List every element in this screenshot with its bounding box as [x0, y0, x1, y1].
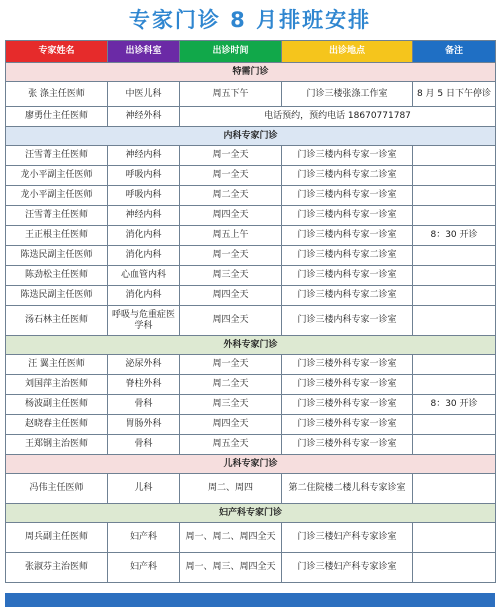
cell-dept: 骨科	[108, 395, 180, 415]
cell-place: 门诊三楼内科专家一诊室	[282, 306, 413, 336]
table-row	[6, 435, 496, 455]
cell-place: 门诊三楼内科专家一诊室	[282, 226, 413, 246]
cell-time: 周五下午	[180, 82, 282, 107]
cell-dept: 呼吸与危重症医学科	[108, 306, 180, 336]
cell-place: 门诊三楼内科专家一诊室	[282, 206, 413, 226]
cell-time: 周一全天	[180, 355, 282, 375]
cell-name: 张淑芬主治医师	[6, 553, 108, 583]
cell-dept: 神经内科	[108, 206, 180, 226]
cell-note: 8：30 开诊	[413, 395, 496, 415]
cell-note	[413, 415, 496, 435]
cell-name: 廖勇仕主任医师	[6, 107, 108, 127]
cell-note	[413, 435, 496, 455]
cell-place: 门诊三楼内科专家一诊室	[282, 186, 413, 206]
cell-note	[413, 474, 496, 504]
cell-name: 汪雪菁主任医师	[6, 146, 108, 166]
cell-time: 周五上午	[180, 226, 282, 246]
cell-place: 门诊三楼妇产科专家诊室	[282, 523, 413, 553]
cell-note	[413, 523, 496, 553]
cell-name: 赵晓春主任医师	[6, 415, 108, 435]
cell-note	[413, 553, 496, 583]
cell-time: 周四全天	[180, 286, 282, 306]
cell-time: 周三全天	[180, 266, 282, 286]
cell-note	[413, 375, 496, 395]
table-row	[6, 146, 496, 166]
cell-time: 周二全天	[180, 375, 282, 395]
cell-time: 周三全天	[180, 395, 282, 415]
cell-place: 门诊三楼外科专家一诊室	[282, 435, 413, 455]
cell-dept: 脊柱外科	[108, 375, 180, 395]
cell-place: 门诊三楼内科专家二诊室	[282, 246, 413, 266]
cell-note	[413, 166, 496, 186]
table-row	[6, 395, 496, 415]
table-row	[6, 523, 496, 553]
table-row	[6, 474, 496, 504]
cell-note	[413, 266, 496, 286]
section-header	[6, 63, 496, 82]
cell-time: 周一全天	[180, 146, 282, 166]
cell-dept: 呼吸内科	[108, 186, 180, 206]
cell-name: 杨波副主任医师	[6, 395, 108, 415]
table-row	[6, 355, 496, 375]
cell-name: 陈劲松主任医师	[6, 266, 108, 286]
cell-dept: 呼吸内科	[108, 166, 180, 186]
schedule-table	[5, 40, 496, 583]
cell-name: 陈迭民副主任医师	[6, 246, 108, 266]
cell-name: 王正根主任医师	[6, 226, 108, 246]
table-row	[6, 246, 496, 266]
section-title: 儿科专家门诊	[6, 455, 496, 474]
section-header	[6, 127, 496, 146]
cell-note	[413, 355, 496, 375]
section-title: 妇产科专家门诊	[6, 504, 496, 523]
header-dept: 出诊科室	[108, 41, 180, 63]
cell-note	[413, 186, 496, 206]
cell-place: 门诊三楼外科专家一诊室	[282, 375, 413, 395]
table-row	[6, 206, 496, 226]
cell-time: 周一全天	[180, 246, 282, 266]
cell-name: 王郑钢主治医师	[6, 435, 108, 455]
cell-note	[413, 286, 496, 306]
cell-name: 汪 翼主任医师	[6, 355, 108, 375]
cell-dept: 胃肠外科	[108, 415, 180, 435]
cell-place: 第二住院楼二楼儿科专家诊室	[282, 474, 413, 504]
section-header	[6, 455, 496, 474]
cell-dept: 泌尿外科	[108, 355, 180, 375]
cell-place: 门诊三楼妇产科专家诊室	[282, 553, 413, 583]
table-row	[6, 107, 496, 127]
cell-place: 门诊三楼外科专家一诊室	[282, 415, 413, 435]
header-row	[6, 41, 496, 63]
table-row	[6, 306, 496, 336]
cell-merged-note: 电话预约，预约电话 18670771787	[180, 107, 496, 127]
table-row	[6, 266, 496, 286]
table-row	[6, 286, 496, 306]
table-row	[6, 226, 496, 246]
cell-place: 门诊三楼外科专家一诊室	[282, 355, 413, 375]
cell-note	[413, 146, 496, 166]
cell-place: 门诊三楼张涤工作室	[282, 82, 413, 107]
section-title: 内科专家门诊	[6, 127, 496, 146]
cell-note	[413, 206, 496, 226]
cell-name: 陈迭民副主任医师	[6, 286, 108, 306]
cell-dept: 妇产科	[108, 523, 180, 553]
bottom-bar	[5, 593, 495, 607]
cell-note	[413, 306, 496, 336]
cell-dept: 消化内科	[108, 286, 180, 306]
header-note: 备注	[413, 41, 496, 63]
cell-dept: 消化内科	[108, 246, 180, 266]
section-title: 外科专家门诊	[6, 336, 496, 355]
cell-place: 门诊三楼外科专家一诊室	[282, 395, 413, 415]
cell-note: 8：30 开诊	[413, 226, 496, 246]
cell-time: 周一全天	[180, 166, 282, 186]
table-row	[6, 186, 496, 206]
cell-dept: 儿科	[108, 474, 180, 504]
cell-time: 周四全天	[180, 415, 282, 435]
table-row	[6, 553, 496, 583]
cell-time: 周一、周二、周四全天	[180, 523, 282, 553]
cell-dept: 骨科	[108, 435, 180, 455]
cell-note	[413, 246, 496, 266]
table-row	[6, 415, 496, 435]
cell-name: 龙小平副主任医师	[6, 186, 108, 206]
cell-time: 周五全天	[180, 435, 282, 455]
cell-time: 周二、周四	[180, 474, 282, 504]
header-time: 出诊时间	[180, 41, 282, 63]
section-header	[6, 336, 496, 355]
section-header	[6, 504, 496, 523]
cell-note: 8 月 5 日下午停诊	[413, 82, 496, 107]
section-title: 特需门诊	[6, 63, 496, 82]
header-name: 专家姓名	[6, 41, 108, 63]
cell-name: 周兵副主任医师	[6, 523, 108, 553]
cell-name: 汤石林主任医师	[6, 306, 108, 336]
page-title: 专家门诊 8 月排班安排	[128, 8, 372, 32]
cell-time: 周四全天	[180, 206, 282, 226]
cell-dept: 妇产科	[108, 553, 180, 583]
cell-dept: 消化内科	[108, 226, 180, 246]
cell-dept: 心血管内科	[108, 266, 180, 286]
cell-name: 龙小平副主任医师	[6, 166, 108, 186]
cell-place: 门诊三楼内科专家一诊室	[282, 146, 413, 166]
cell-dept: 神经外科	[108, 107, 180, 127]
table-row	[6, 82, 496, 107]
cell-place: 门诊三楼内科专家二诊室	[282, 166, 413, 186]
cell-dept: 神经内科	[108, 146, 180, 166]
cell-place: 门诊三楼内科专家二诊室	[282, 286, 413, 306]
cell-time: 周四全天	[180, 306, 282, 336]
cell-name: 张 涤主任医师	[6, 82, 108, 107]
cell-time: 周二全天	[180, 186, 282, 206]
cell-time: 周一、周三、周四全天	[180, 553, 282, 583]
cell-name: 汪雪菁主任医师	[6, 206, 108, 226]
table-row	[6, 375, 496, 395]
table-row	[6, 166, 496, 186]
cell-name: 刘国萍主治医师	[6, 375, 108, 395]
cell-place: 门诊三楼内科专家一诊室	[282, 266, 413, 286]
cell-name: 冯伟主任医师	[6, 474, 108, 504]
cell-dept: 中医儿科	[108, 82, 180, 107]
header-place: 出诊地点	[282, 41, 413, 63]
